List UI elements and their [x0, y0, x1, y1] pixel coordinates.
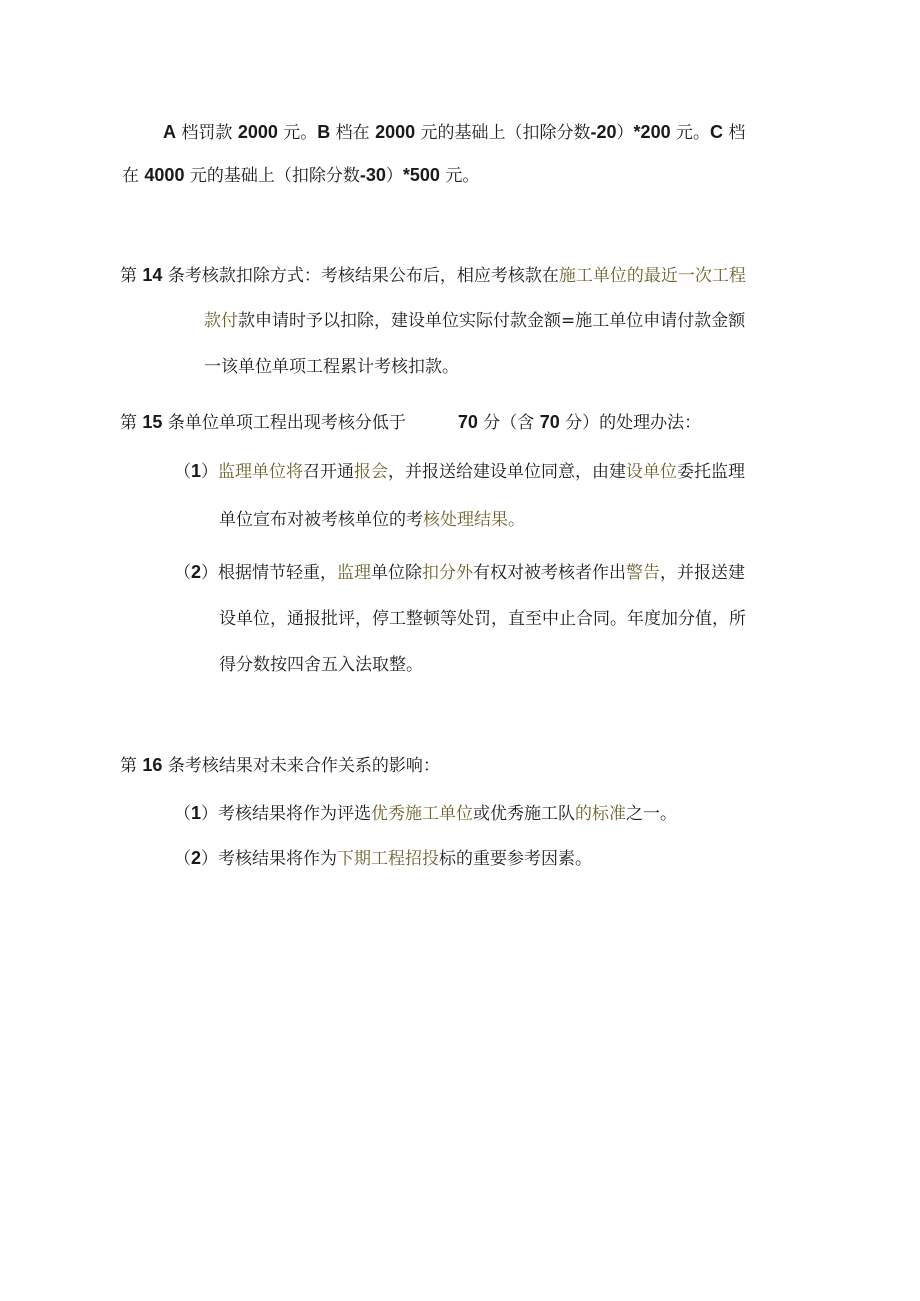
text: 分）的处理办法： [559, 413, 702, 433]
article-16-heading [120, 753, 440, 778]
text: 第 [120, 266, 143, 286]
text: ） [201, 462, 219, 482]
article-14-line-2 [204, 309, 745, 333]
article-15-item-2-line-2 [219, 607, 746, 631]
number: *200 [633, 122, 671, 142]
text: 条考核结果对未来合作关系的影响： [162, 756, 440, 776]
article-15-item-1-line-2 [219, 508, 525, 532]
article-number: 14 [142, 265, 163, 285]
text: 款申请时予以扣除，建设单位实际付款金额=施工单位申请付款金额 [238, 311, 746, 331]
article-number: 15 [142, 412, 163, 432]
item-number: 2 [191, 848, 202, 868]
highlighted-text: 设单位 [626, 462, 678, 482]
highlighted-text: 监理单位将 [218, 462, 304, 482]
highlighted-text: 扣分外 [422, 563, 474, 583]
article-15-item-2-line-3 [219, 653, 423, 677]
text: 标的重要参考因素。 [439, 849, 593, 869]
text: 档罚款 [176, 123, 238, 143]
text: 委托监理 [677, 462, 746, 482]
text: 在 [122, 166, 145, 186]
tier-c-label: C [710, 122, 723, 142]
number: -20 [590, 122, 617, 142]
highlighted-text: 警告 [626, 563, 661, 583]
item-number: 1 [191, 461, 202, 481]
text: （ [174, 462, 191, 482]
amount: 2000 [237, 122, 278, 142]
article-16-item-2 [174, 846, 592, 871]
penalty-tiers-line-2 [122, 163, 479, 188]
article-15-item-1-line-1 [174, 459, 745, 484]
highlighted-text: 施工单位的最近一次工程 [558, 266, 746, 286]
article-14-line-1 [120, 263, 746, 288]
text: 一该单位单项工程累计考核扣款。 [204, 357, 459, 377]
text: ，并报送建 [660, 563, 746, 583]
text: （ [174, 849, 191, 869]
article-16-item-1 [174, 801, 677, 826]
item-number: 1 [191, 803, 202, 823]
text: 元的基础上（扣除分数 [184, 166, 360, 186]
article-15-item-2-line-1 [174, 560, 745, 585]
text: ）考核结果将作为评选 [201, 804, 372, 824]
article-15-heading [120, 410, 701, 435]
highlighted-text: 监理 [337, 563, 372, 583]
highlighted-text: 下期工程招投 [337, 849, 440, 869]
text: 之一。 [626, 804, 678, 824]
tier-a-label: A [163, 122, 176, 142]
amount: 2000 [375, 122, 416, 142]
text: 元。 [670, 123, 710, 143]
highlighted-text: 的标准 [575, 804, 627, 824]
text: 第 [120, 756, 143, 776]
number: -30 [359, 165, 386, 185]
text: 档 [723, 123, 746, 143]
text: ） [616, 123, 634, 143]
text: 得分数按四舍五入法取整。 [219, 655, 423, 675]
article-14-line-3 [204, 355, 459, 379]
highlighted-text: 优秀施工单位 [371, 804, 474, 824]
text: ，并报送给建设单位同意，由建 [388, 462, 627, 482]
text: 有权对被考核者作出 [473, 563, 627, 583]
text: 元的基础上（扣除分数 [415, 123, 591, 143]
text: 条考核款扣除方式：考核结果公布后，相应考核款在 [162, 266, 559, 286]
text: （ [174, 804, 191, 824]
item-number: 2 [191, 562, 202, 582]
text: 条单位单项工程出现考核分低于 [162, 413, 406, 433]
text: 或优秀施工队 [473, 804, 576, 824]
amount: 4000 [144, 165, 185, 185]
text: 召开通 [303, 462, 355, 482]
text: ）考核结果将作为 [201, 849, 338, 869]
number: *500 [402, 165, 440, 185]
highlighted-text: 报会 [354, 462, 389, 482]
tier-b-label: B [317, 122, 331, 142]
article-number: 16 [142, 755, 163, 775]
text: 设单位，通报批评，停工整顿等处罚，直至中止合同。年度加分值，所 [219, 609, 746, 629]
text: 元。 [277, 123, 318, 143]
penalty-tiers-line-1 [163, 120, 745, 145]
highlighted-text: 款付 [204, 311, 238, 331]
text: 第 [120, 413, 143, 433]
text: 单位宣布对被考核单位的考 [219, 510, 423, 530]
text: 元。 [439, 166, 480, 186]
score: 70 [539, 412, 560, 432]
highlighted-text: 核处理结果。 [423, 510, 525, 530]
text: 档在 [330, 123, 376, 143]
text: （ [174, 563, 191, 583]
text: 单位除 [371, 563, 423, 583]
text: 分（含 [477, 413, 540, 433]
text: ）根据情节轻重， [201, 563, 338, 583]
text: ） [385, 166, 403, 186]
score: 70 [457, 412, 478, 432]
